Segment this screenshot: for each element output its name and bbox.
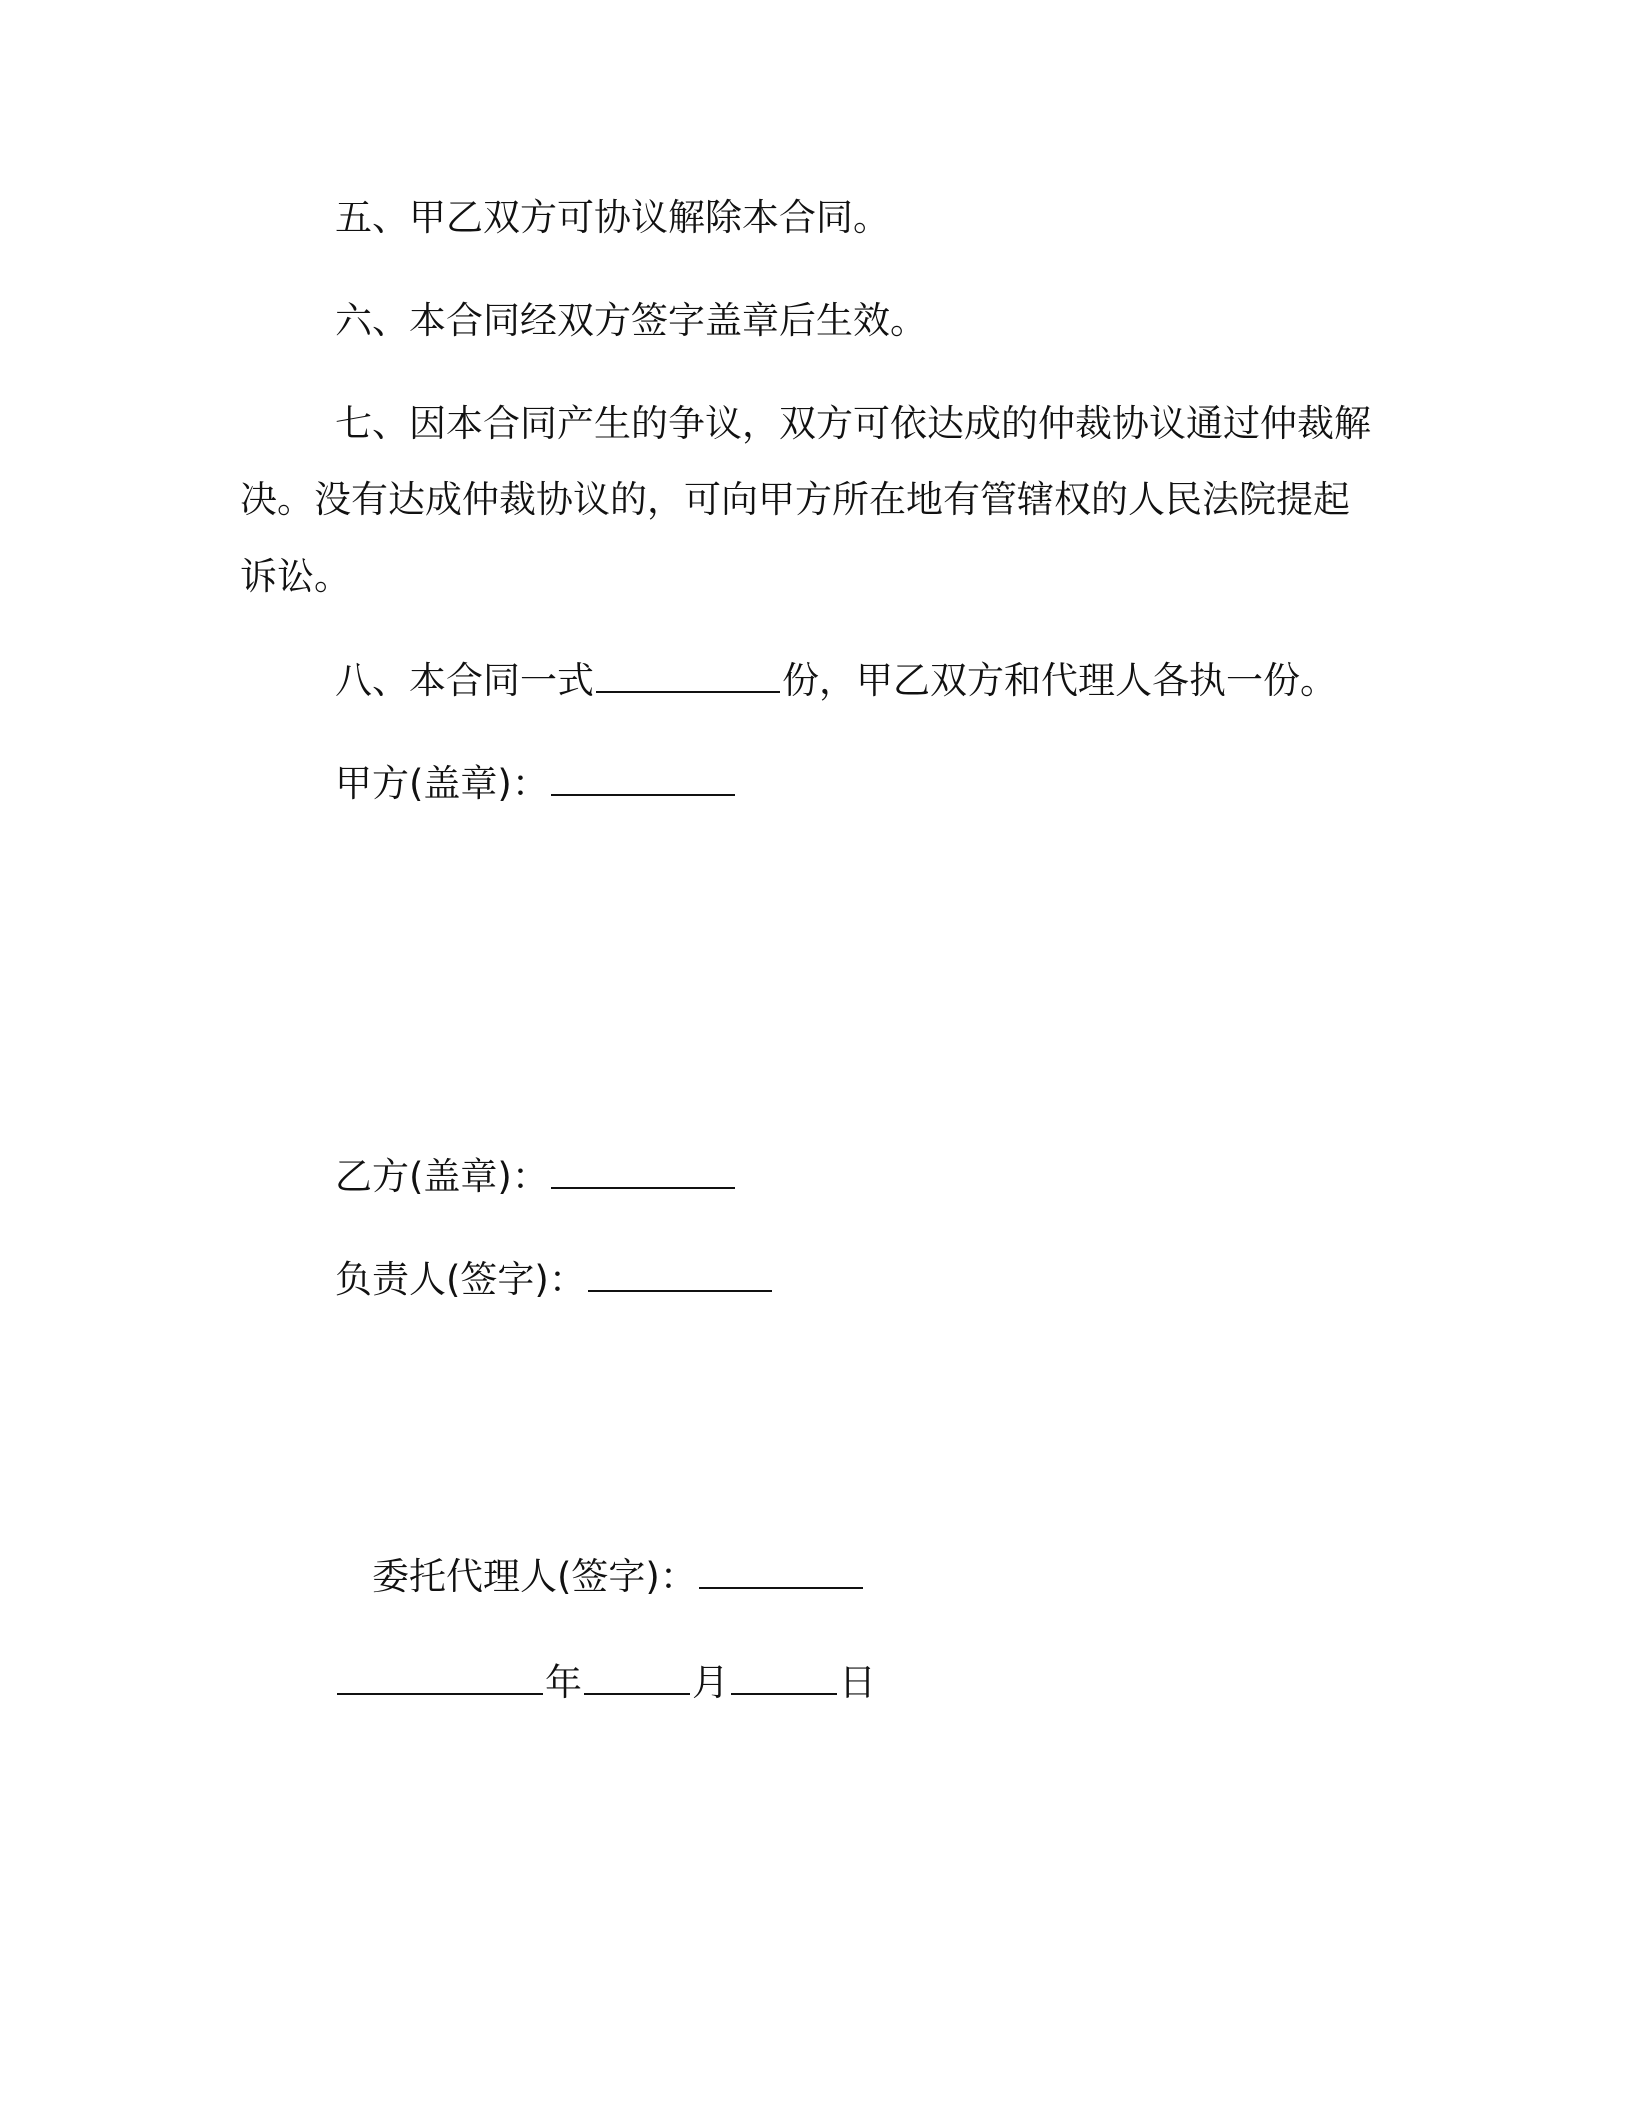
agent-label: 委托代理人(签字)：: [372, 1555, 697, 1598]
clause-7-line-1: 七、因本合同产生的争议，双方可依达成的仲裁协议通过仲裁解: [335, 402, 1371, 445]
month-blank[interactable]: [584, 1659, 690, 1695]
clause-7-line-2: 决。没有达成仲裁协议的，可向甲方所在地有管辖权的人民法院提起: [240, 478, 1350, 521]
clause-8: [335, 657, 1337, 704]
party-a-blank[interactable]: [551, 760, 735, 796]
party-b-label: 乙方(盖章)：: [335, 1155, 549, 1198]
clause-8-suffix: 份，甲乙双方和代理人各执一份。: [782, 659, 1337, 702]
month-label: 月: [692, 1661, 729, 1704]
party-b-signature: [335, 1153, 737, 1200]
agent-blank[interactable]: [699, 1553, 863, 1589]
copies-blank[interactable]: [596, 657, 780, 693]
party-a-label: 甲方(盖章)：: [335, 762, 549, 805]
clause-5: 五、甲乙双方可协议解除本合同。: [335, 196, 890, 239]
day-label: 日: [839, 1661, 876, 1704]
date-line: [335, 1659, 876, 1706]
clause-7-line-3: 诉讼。: [240, 555, 351, 598]
party-a-signature: [335, 760, 737, 807]
responsible-label: 负责人(签字)：: [335, 1258, 586, 1301]
year-label: 年: [545, 1661, 582, 1704]
responsible-signature: [335, 1256, 774, 1303]
day-blank[interactable]: [731, 1659, 837, 1695]
responsible-blank[interactable]: [588, 1256, 772, 1292]
clause-6: 六、本合同经双方签字盖章后生效。: [335, 299, 927, 342]
party-b-blank[interactable]: [551, 1153, 735, 1189]
year-blank[interactable]: [337, 1659, 543, 1695]
clause-8-prefix: 八、本合同一式: [335, 659, 594, 702]
agent-signature: [372, 1553, 865, 1600]
